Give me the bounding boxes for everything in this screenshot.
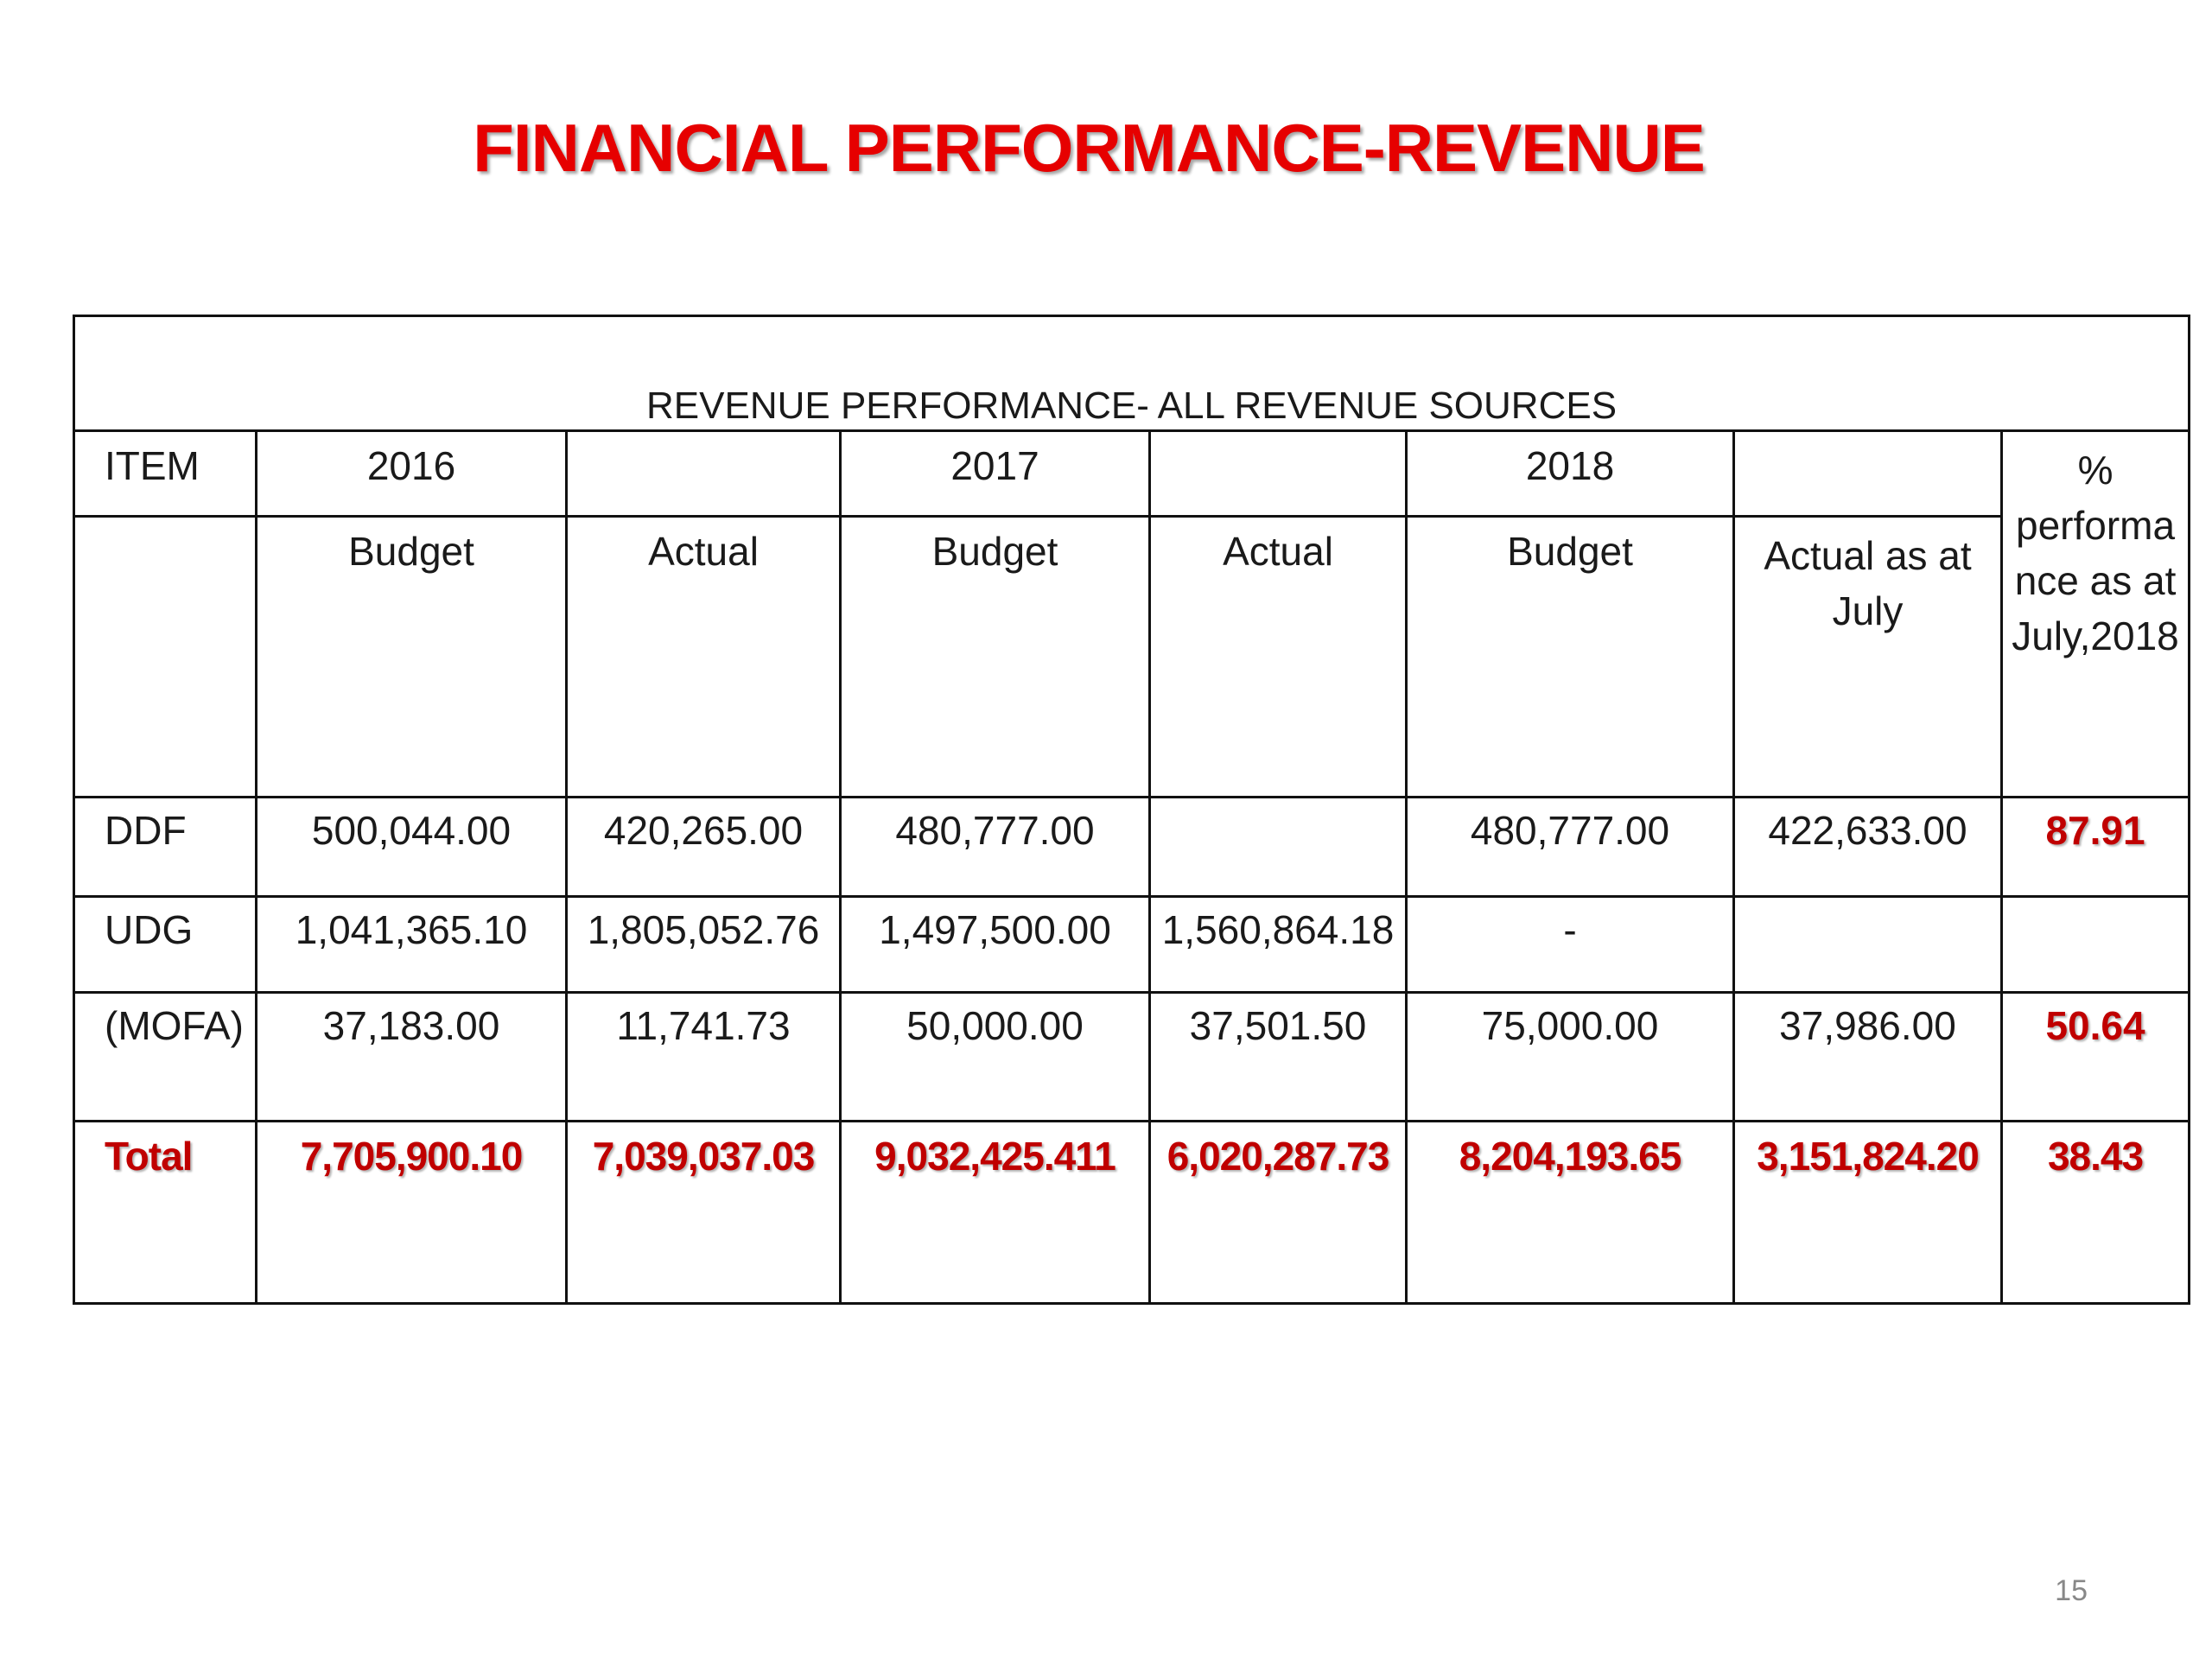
revenue-table — [73, 315, 2190, 1305]
cell-percent — [2002, 897, 2190, 993]
cell-budget-2017: 480,777.00 — [841, 798, 1150, 897]
cell-actual-2017: 37,501.50 — [1150, 993, 1407, 1122]
row-item: UDG — [74, 897, 257, 993]
total-budget-2018: 8,204,193.65 — [1407, 1122, 1734, 1304]
row-item: (MOFA) — [74, 993, 257, 1122]
cell-actual-2016: 420,265.00 — [567, 798, 841, 897]
actual-2018-line2: July — [1832, 588, 1904, 633]
subheader-actual-2017: Actual — [1150, 517, 1407, 798]
header-blank-3 — [1734, 431, 2002, 517]
slide-title: FINANCIAL PERFORMANCE-REVENUE — [473, 110, 1705, 186]
cell-actual-2018: 422,633.00 — [1734, 798, 2002, 897]
cell-actual-2016: 11,741.73 — [567, 993, 841, 1122]
cell-budget-2018: 480,777.00 — [1407, 798, 1734, 897]
cell-budget-2016: 500,044.00 — [257, 798, 567, 897]
header-blank-2 — [1150, 431, 1407, 517]
table-caption-row — [74, 316, 2190, 431]
cell-actual-2018 — [1734, 897, 2002, 993]
table-row — [74, 897, 2190, 993]
subheader-actual-2016: Actual — [567, 517, 841, 798]
header-item: ITEM — [74, 431, 257, 517]
cell-actual-2017: 1,560,864.18 — [1150, 897, 1407, 993]
table-row — [74, 993, 2190, 1122]
header-percent-performance — [2002, 431, 2190, 798]
cell-budget-2016: 37,183.00 — [257, 993, 567, 1122]
cell-budget-2018: 75,000.00 — [1407, 993, 1734, 1122]
pct-label-line2: nce as at — [2014, 558, 2177, 603]
header-year-2018: 2018 — [1407, 431, 1734, 517]
subheader-actual-2018 — [1734, 517, 2002, 798]
subheader-budget-2017: Budget — [841, 517, 1150, 798]
cell-budget-2018: - — [1407, 897, 1734, 993]
total-actual-2018: 3,151,824.20 — [1734, 1122, 2002, 1304]
cell-percent: 50.64 — [2002, 993, 2190, 1122]
revenue-table-container — [73, 315, 2188, 1241]
table-row — [74, 798, 2190, 897]
page-number: 15 — [2055, 1574, 2088, 1607]
total-actual-2016: 7,039,037.03 — [567, 1122, 841, 1304]
pct-label-line1: performa — [2015, 503, 2176, 548]
cell-actual-2018: 37,986.00 — [1734, 993, 2002, 1122]
pct-symbol: % — [2077, 448, 2113, 493]
cell-percent: 87.91 — [2002, 798, 2190, 897]
header-year-2017: 2017 — [841, 431, 1150, 517]
total-actual-2017: 6,020,287.73 — [1150, 1122, 1407, 1304]
cell-budget-2017: 50,000.00 — [841, 993, 1150, 1122]
subheader-item — [74, 517, 257, 798]
total-row — [74, 1122, 2190, 1304]
cell-actual-2017 — [1150, 798, 1407, 897]
subheader-budget-2016: Budget — [257, 517, 567, 798]
total-budget-2017: 9,032,425.411 — [841, 1122, 1150, 1304]
header-blank-1 — [567, 431, 841, 517]
cell-budget-2017: 1,497,500.00 — [841, 897, 1150, 993]
cell-actual-2016: 1,805,052.76 — [567, 897, 841, 993]
cell-budget-2016: 1,041,365.10 — [257, 897, 567, 993]
subheader-row — [74, 517, 2190, 798]
row-item: DDF — [74, 798, 257, 897]
pct-label-line3: July,2018 — [2012, 613, 2179, 658]
table-caption: REVENUE PERFORMANCE- ALL REVENUE SOURCES — [74, 316, 2190, 431]
actual-2018-line1: Actual as at — [1764, 533, 1972, 578]
header-year-2016: 2016 — [257, 431, 567, 517]
total-label: Total — [74, 1122, 257, 1304]
subheader-budget-2018: Budget — [1407, 517, 1734, 798]
year-header-row — [74, 431, 2190, 517]
total-budget-2016: 7,705,900.10 — [257, 1122, 567, 1304]
total-percent: 38.43 — [2002, 1122, 2190, 1304]
